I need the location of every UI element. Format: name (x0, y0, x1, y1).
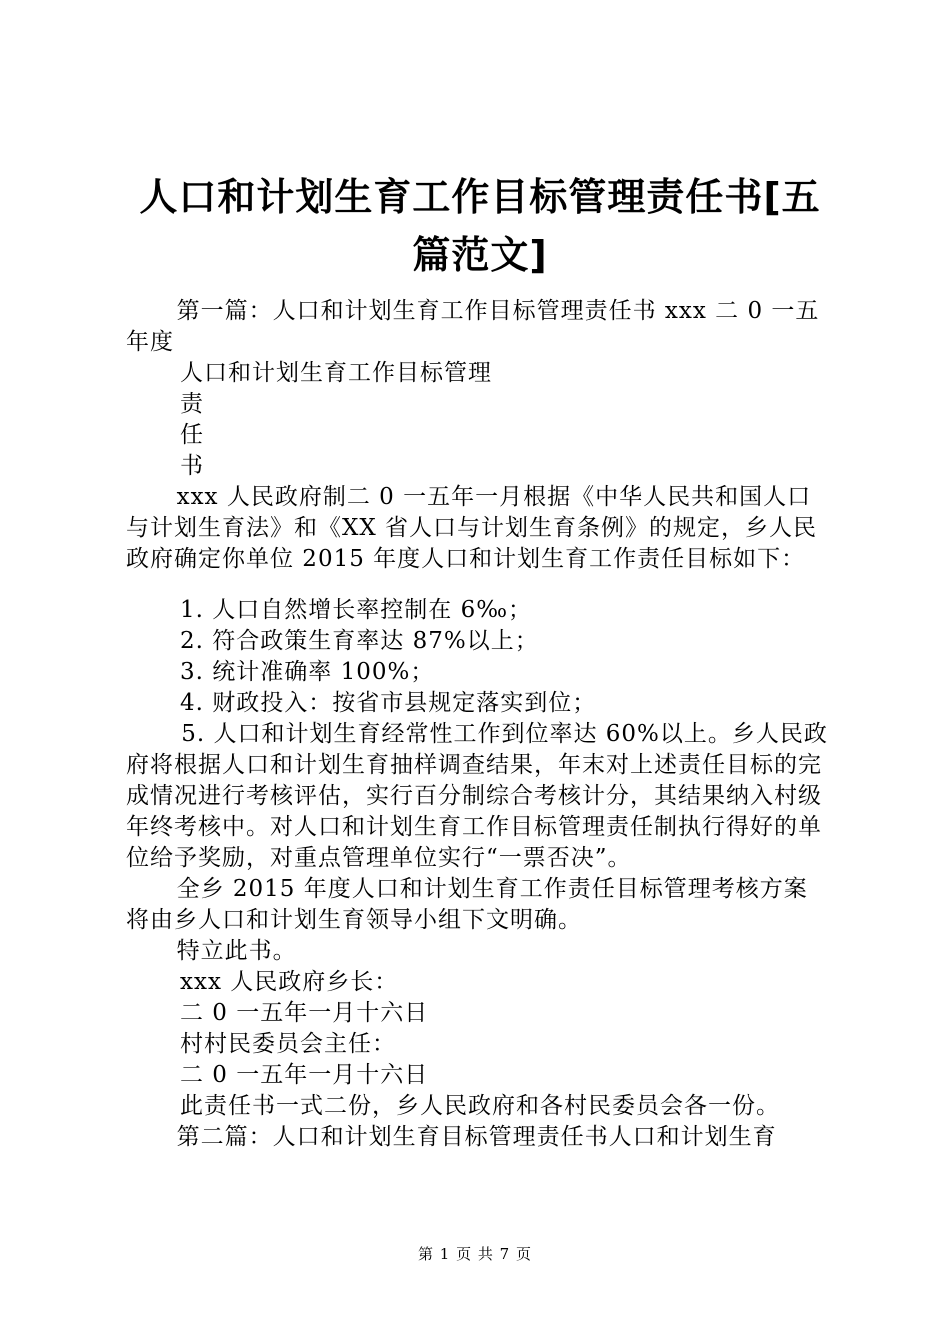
goal-item-2: 2. 符合政策生育率达 87%以上； (180, 628, 539, 654)
subtitle-char-3: 书 (180, 453, 204, 479)
date-village-director: 二 0 一五年一月十六日 (180, 1062, 429, 1088)
subtitle-char-2: 任 (180, 422, 204, 448)
assessment-paragraph: 全乡 2015 年度人口和计划生育工作责任目标管理考核方案将由乡人口和计划生育领导小组下文明确。 (126, 876, 808, 933)
page-number-footer: 第 1 页 共 7 页 (418, 1245, 532, 1263)
goal-item-5: 5. 人口和计划生育经常性工作到位率达 60%以上。乡人民政府将根据人口和计划生育抽样调查结果，年末对上述责任目标的完成情况进行考核评估，实行百分制综合考核计分，其结果纳入村级年终考核中。对人口和计划生育工作目标管理责任制执行得好的单位给予奖励，对重点管理单位实行“一票否决”。 (126, 721, 828, 871)
signature-village-director: 村村民委员会主任： (180, 1031, 396, 1057)
goal-item-1: 1. 人口自然增长率控制在 6‰； (180, 597, 533, 623)
copies-note: 此责任书一式二份，乡人民政府和各村民委员会各一份。 (180, 1093, 780, 1119)
subtitle-line: 人口和计划生育工作目标管理 (180, 360, 492, 386)
signature-mayor: xxx 人民政府乡长： (180, 969, 399, 995)
date-mayor: 二 0 一五年一月十六日 (180, 1000, 429, 1026)
goal-item-3: 3. 统计准确率 100%； (180, 659, 435, 685)
document-title: 人口和计划生育工作目标管理责任书[五篇范文] (139, 175, 821, 277)
subtitle-char-1: 责 (180, 391, 204, 417)
document-body (126, 296, 830, 1153)
section-heading-1: 第一篇：人口和计划生育工作目标管理责任书 xxx 二 0 一五年度 (126, 298, 820, 355)
closing-line: 特立此书。 (176, 938, 297, 964)
paragraph-gap (126, 575, 830, 595)
section-heading-2: 第二篇：人口和计划生育目标管理责任书人口和计划生育 (176, 1124, 777, 1150)
goal-item-4: 4. 财政投入：按省市县规定落实到位； (180, 690, 597, 716)
intro-paragraph: xxx 人民政府制二 0 一五年一月根据《中华人民共和国人口与计划生育法》和《XX 省人口与计划生育条例》的规定，乡人民政府确定你单位 2015 年度人口和计划生育工作责任目标如下： (126, 484, 818, 572)
